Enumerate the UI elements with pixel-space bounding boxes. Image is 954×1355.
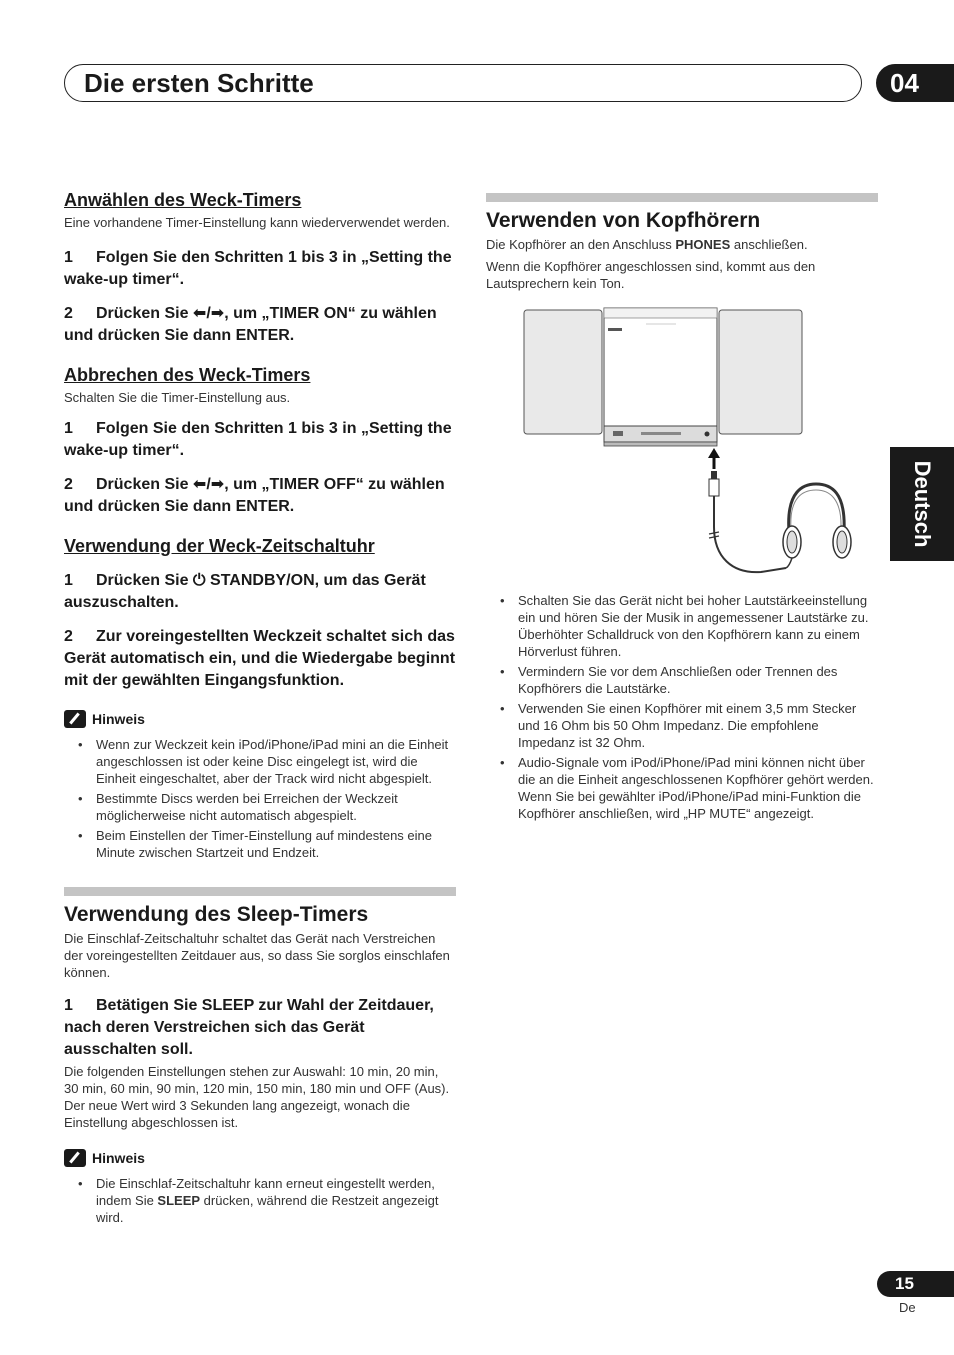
desc-cancel-wake-timer: Schalten Sie die Timer-Einstellung aus. — [64, 390, 291, 405]
pencil-note-icon — [64, 1149, 86, 1167]
step-cancel-2: 2 Drücken Sie ⬅/➡, um „TIMER OFF“ zu wählen und drücken Sie dann ENTER. — [64, 476, 445, 515]
desc-sleep-options: Die folgenden Einstellungen stehen zur Auswahl: 10 min, 20 min, 30 min, 60 min, 90 min, 120 min, 150 min, 180 min und OFF (Aus). Der neue Wert wird 3 Sekunden lang angezeigt, wonach die Einstellung abgeschlossen ist. — [64, 1064, 450, 1130]
note-label: Hinweis — [92, 711, 145, 727]
pencil-note-icon — [64, 710, 86, 728]
left-column — [64, 188, 456, 1226]
plug-icon — [711, 471, 717, 479]
page-number: 15 — [877, 1271, 954, 1297]
desc-select-wake-timer: Eine vorhandene Timer-Einstellung kann wiederverwendet werden. — [64, 215, 450, 230]
heading-use-wake-timer: Verwendung der Weck-Zeitschaltuhr — [64, 536, 375, 556]
list-item: • Vermindern Sie vor dem Anschließen oder Trennen des Kopfhörers die Lautstärke. — [486, 663, 878, 697]
step-cancel-1: 1 Folgen Sie den Schritten 1 bis 3 in „Setting the wake-up timer“. — [64, 420, 452, 459]
page-language: De — [899, 1300, 916, 1315]
chapter-title: Die ersten Schritte — [84, 68, 314, 98]
list-item: • Schalten Sie das Gerät nicht bei hoher Lautstärkeeinstellung ein und hören Sie der Musik in angemessener Lautstärke zu. Überhöhter Schalldruck von den Kopfhörern kann zu einem Hörverlust führen. — [486, 592, 878, 660]
list-item: • Beim Einstellen der Timer-Einstellung auf mindestens eine Minute zwischen Startzeit und Endzeit. — [64, 827, 456, 861]
headphone-connection-illustration — [486, 302, 878, 582]
list-item: • Verwenden Sie einen Kopfhörer mit einem 3,5 mm Stecker und 16 Ohm bis 50 Ohm Impedanz. Die empfohlene Impedanz ist 32 Ohm. — [486, 700, 878, 751]
list-item: • Audio-Signale vom iPod/iPhone/iPad mini können nicht über die an die Einheit angeschlossenen Kopfhörer gehört werden. Wenn Sie bei gewählter iPod/iPhone/iPad mini-Funktion die Kopfhörer anschließen, wird „HP MUTE“ angezeigt. — [486, 754, 878, 822]
note-list — [64, 1175, 456, 1226]
section-divider-bar — [64, 887, 456, 896]
desc-headphones-connect: Die Kopfhörer an den Anschluss PHONES anschließen. — [486, 237, 808, 252]
phones-jack-icon — [705, 432, 710, 437]
step-select-1: 1 Folgen Sie den Schritten 1 bis 3 in „Setting the wake-up timer“. — [64, 249, 452, 288]
step-sleep-1: 1 Betätigen Sie SLEEP zur Wahl der Zeitdauer, nach deren Verstreichen sich das Gerät ausschalten soll. — [64, 997, 434, 1058]
language-tab-label: Deutsch — [910, 460, 935, 548]
heading-headphones: Verwenden von Kopfhörern — [486, 209, 761, 232]
headphones-icon — [783, 484, 851, 568]
note-list — [64, 736, 456, 861]
step-use-2: 2 Zur voreingestellten Weckzeit schaltet sich das Gerät automatisch ein, und die Wiedergabe beginnt mit der gewählten Eingangsfunktion. — [64, 628, 456, 689]
note-label: Hinweis — [92, 1150, 145, 1166]
right-speaker-icon — [719, 310, 802, 434]
language-tab — [890, 447, 954, 561]
headphone-notes-list — [486, 592, 878, 822]
right-column — [486, 193, 878, 822]
heading-cancel-wake-timer: Abbrechen des Weck-Timers — [64, 365, 311, 385]
list-item: • Die Einschlaf-Zeitschaltuhr kann erneut eingestellt werden, indem Sie SLEEP drücken, während die Restzeit angezeigt wird. — [64, 1175, 456, 1226]
chapter-number: 04 — [876, 64, 954, 102]
desc-headphones-mute: Wenn die Kopfhörer angeschlossen sind, kommt aus den Lautsprechern kein Ton. — [486, 259, 816, 291]
desc-sleep-timer: Die Einschlaf-Zeitschaltuhr schaltet das Gerät nach Verstreichen der voreingestellten Zeitdauer aus, so dass Sie sorglos einschlafen können. — [64, 931, 450, 980]
main-unit-icon — [604, 308, 717, 426]
cable-icon — [714, 496, 786, 572]
heading-select-wake-timer: Anwählen des Weck-Timers — [64, 190, 302, 210]
note-heading — [64, 1149, 456, 1167]
list-item: • Bestimmte Discs werden bei Erreichen der Weckzeit möglicherweise nicht automatisch abgespielt. — [64, 790, 456, 824]
section-divider-bar — [486, 193, 878, 202]
step-use-1: 1 Drücken Sie ⏻ STANDBY/ON, um das Gerät auszuschalten. — [64, 572, 426, 611]
heading-sleep-timer: Verwendung des Sleep-Timers — [64, 903, 369, 926]
left-speaker-icon — [524, 310, 602, 434]
list-item: • Wenn zur Weckzeit kein iPod/iPhone/iPad mini an die Einheit angeschlossen ist oder keine Disc eingelegt ist, wird die Einheit eingeschaltet, aber der Track wird nicht abgespielt. — [64, 736, 456, 787]
note-heading — [64, 710, 456, 728]
step-select-2: 2 Drücken Sie ⬅/➡, um „TIMER ON“ zu wählen und drücken Sie dann ENTER. — [64, 305, 437, 344]
